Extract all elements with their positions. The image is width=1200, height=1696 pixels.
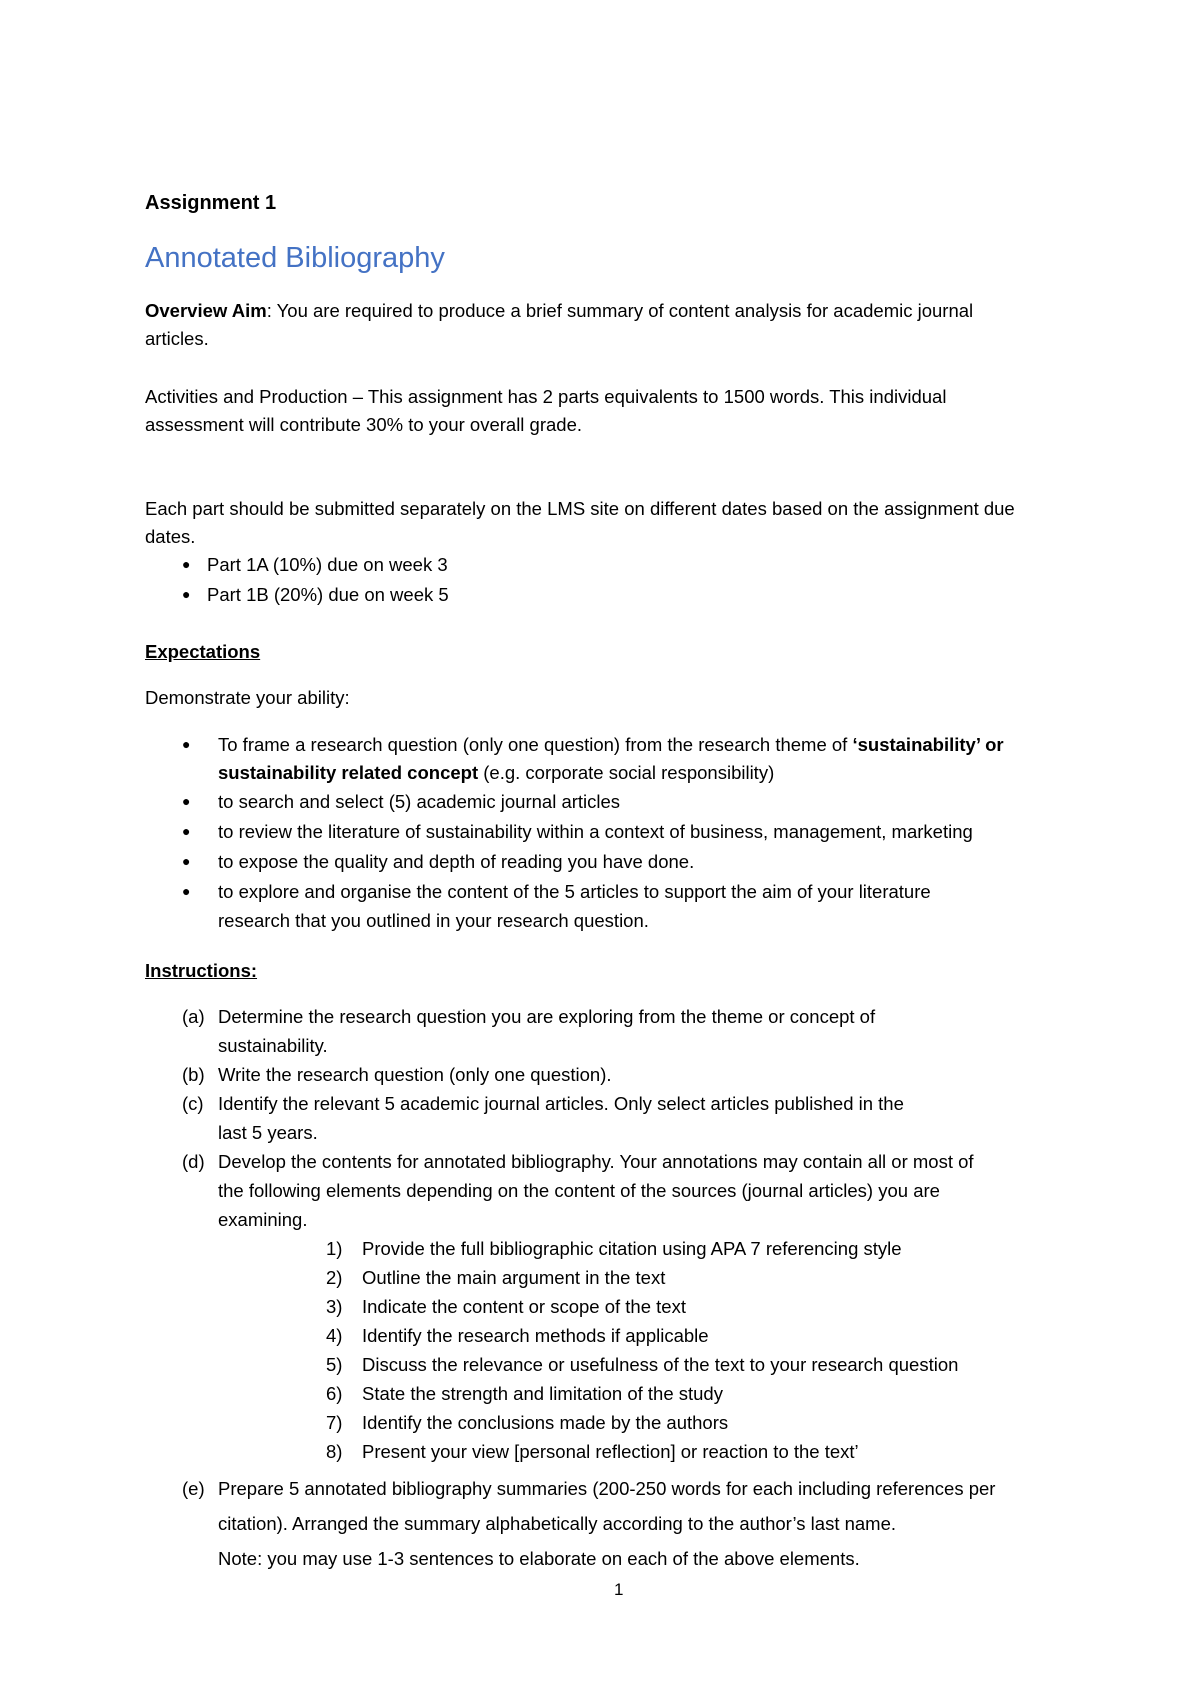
overview-text: : You are required to produce a brief summary of content analysis for academic journal: [266, 300, 974, 321]
element-number: 3): [326, 1296, 343, 1317]
overview-line-1: [145, 299, 973, 323]
overview-label: Overview Aim: [145, 300, 267, 321]
expectation-1-tail: (e.g. corporate social responsibility): [478, 762, 775, 783]
instruction-e-line-2: citation). Arranged the summary alphabetically according to the author’s last name.: [218, 1513, 897, 1534]
instruction-d-line-2: the following elements depending on the content of the sources (journal articles) you are: [218, 1180, 940, 1201]
expectations-intro: Demonstrate your ability:: [145, 687, 350, 708]
element-number: 8): [326, 1441, 343, 1462]
instruction-c-line-1: Identify the relevant 5 academic journal articles. Only select articles published in the: [218, 1093, 904, 1114]
expectation-1-bold-2: sustainability related concept: [218, 762, 479, 783]
submission-line-2: dates.: [145, 526, 196, 547]
activities-line-1: Activities and Production – This assignment has 2 parts equivalents to 1500 words. This individual: [145, 386, 947, 407]
instruction-d-line-3: examining.: [218, 1209, 308, 1230]
expectation-5-line-1: to explore and organise the content of the 5 articles to support the aim of your literature: [218, 881, 931, 902]
part-1b-item: Part 1B (20%) due on week 5: [207, 584, 449, 605]
expectation-1-line-2: [218, 761, 774, 785]
instruction-a-line-1: Determine the research question you are exploring from the theme or concept of: [218, 1006, 876, 1027]
bullet-dot: ●: [182, 736, 191, 752]
bullet-dot: ●: [182, 853, 191, 869]
instruction-d-line-1: Develop the contents for annotated bibliography. Your annotations may contain all or most of: [218, 1151, 974, 1172]
instruction-e-note: Note: you may use 1-3 sentences to elaborate on each of the above elements.: [218, 1548, 860, 1569]
instruction-e-marker: (e): [182, 1478, 205, 1499]
bullet-dot: ●: [182, 586, 191, 602]
page-number: 1: [614, 1580, 624, 1599]
element-number: 6): [326, 1383, 343, 1404]
instruction-a-marker: (a): [182, 1006, 205, 1027]
bullet-dot: ●: [182, 883, 191, 899]
expectation-1-bold: ‘sustainability’ or: [852, 734, 1004, 755]
expectation-5-line-2: research that you outlined in your research question.: [218, 910, 649, 931]
element-text: Outline the main argument in the text: [362, 1267, 666, 1288]
element-text: Identify the conclusions made by the authors: [362, 1412, 729, 1433]
element-number: 2): [326, 1267, 343, 1288]
expectation-1-text: To frame a research question (only one question) from the research theme of: [218, 734, 853, 755]
expectation-1-line-1: [218, 733, 1004, 757]
bullet-dot: ●: [182, 823, 191, 839]
element-text: Discuss the relevance or usefulness of the text to your research question: [362, 1354, 959, 1375]
element-number: 4): [326, 1325, 343, 1346]
element-text: Provide the full bibliographic citation using APA 7 referencing style: [362, 1238, 902, 1259]
instruction-c-marker: (c): [182, 1093, 204, 1114]
instruction-a-line-2: sustainability.: [218, 1035, 328, 1056]
element-text: Identify the research methods if applicable: [362, 1325, 709, 1346]
instruction-d-marker: (d): [182, 1151, 205, 1172]
document-title: Annotated Bibliography: [145, 242, 445, 274]
activities-line-2: assessment will contribute 30% to your overall grade.: [145, 414, 583, 435]
instruction-e-line-1: Prepare 5 annotated bibliography summaries (200-250 words for each including references per: [218, 1478, 996, 1499]
submission-line-1: Each part should be submitted separately on the LMS site on different dates based on the assignment due: [145, 498, 1015, 519]
instruction-c-line-2: last 5 years.: [218, 1122, 318, 1143]
bullet-dot: ●: [182, 556, 191, 572]
bullet-dot: ●: [182, 793, 191, 809]
expectation-2: to search and select (5) academic journal articles: [218, 791, 621, 812]
expectation-3: to review the literature of sustainability within a context of business, management, marketing: [218, 821, 973, 842]
element-text: Indicate the content or scope of the text: [362, 1296, 686, 1317]
instructions-heading: Instructions:: [145, 960, 258, 981]
element-number: 5): [326, 1354, 343, 1375]
overview-line-2: articles.: [145, 328, 209, 349]
instruction-b-line-1: Write the research question (only one question).: [218, 1064, 612, 1085]
expectation-4: to expose the quality and depth of reading you have done.: [218, 851, 695, 872]
element-text: State the strength and limitation of the study: [362, 1383, 723, 1404]
element-text: Present your view [personal reflection] or reaction to the text’: [362, 1441, 859, 1462]
part-1a-item: Part 1A (10%) due on week 3: [207, 554, 448, 575]
element-number: 7): [326, 1412, 343, 1433]
element-number: 1): [326, 1238, 343, 1259]
expectations-heading: Expectations: [145, 641, 261, 662]
instruction-b-marker: (b): [182, 1064, 205, 1085]
assignment-label: Assignment 1: [145, 192, 277, 214]
